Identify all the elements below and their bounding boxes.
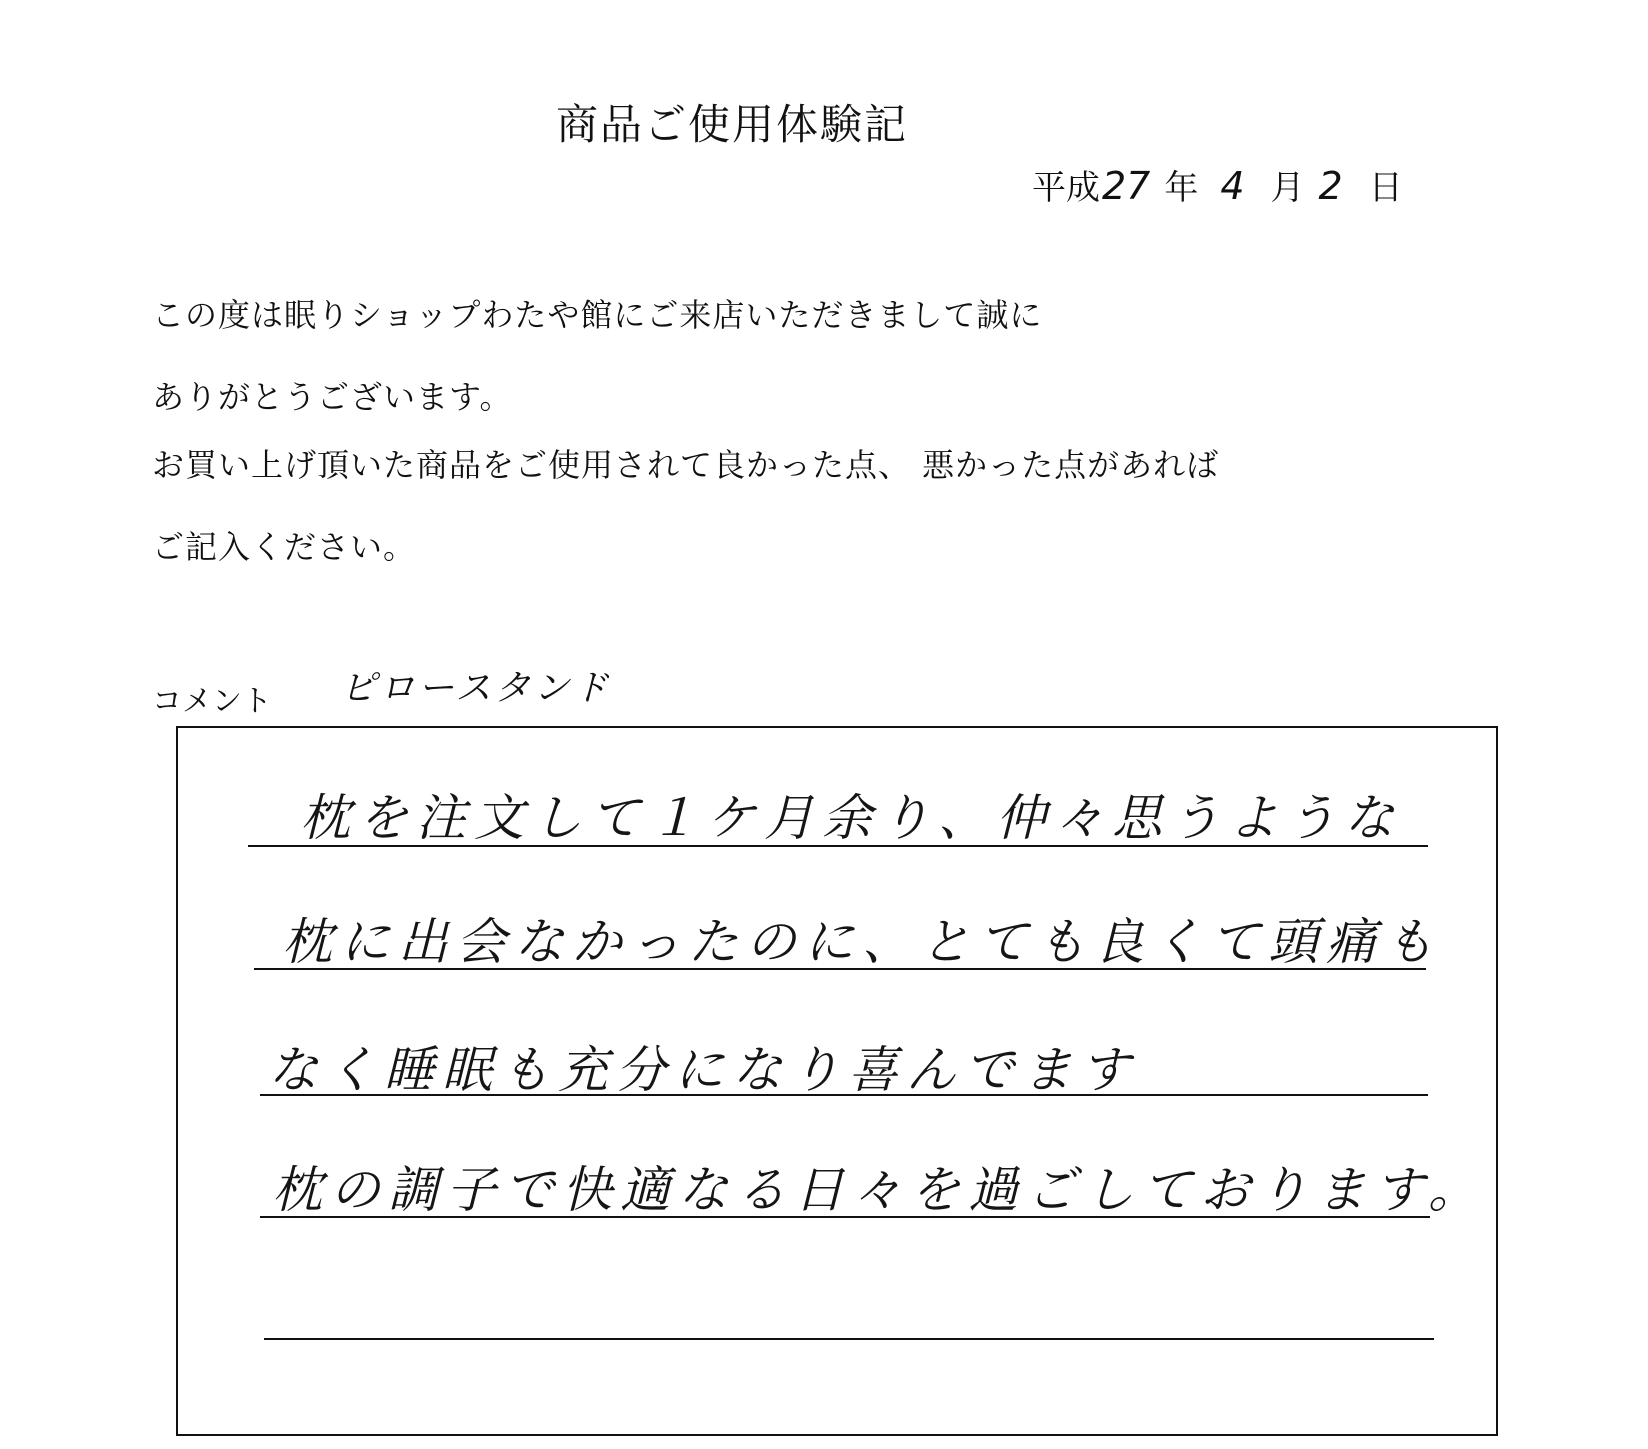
date-line xyxy=(1032,160,1417,209)
writing-rule-2 xyxy=(254,968,1426,970)
intro-line-2: ありがとうございます。 xyxy=(152,378,513,416)
intro-line-3: お買い上げ頂いた商品をご使用されて良かった点、 悪かった点があれば xyxy=(152,446,1220,484)
intro-line-4: ご記入ください。 xyxy=(152,528,417,566)
comment-line-3: なく睡眠も充分になり喜んでます xyxy=(268,1041,1138,1099)
writing-rule-5 xyxy=(264,1338,1434,1340)
comment-label: コメント xyxy=(152,684,272,719)
comment-line-1: 枕を注文して１ケ月余り、仲々思うような xyxy=(300,789,1402,847)
writing-rule-3 xyxy=(260,1094,1428,1096)
product-name: ピロースタンド xyxy=(340,668,612,709)
date-year: 27 xyxy=(1102,164,1151,208)
intro-line-1: この度は眠りショップわたや館にご来店いただきまして誠に xyxy=(152,296,1043,334)
comment-line-2: 枕に出会なかったのに、とても良くて頭痛も xyxy=(282,913,1442,971)
date-day: 2 xyxy=(1318,164,1343,208)
date-day-unit: 日 xyxy=(1368,168,1403,208)
writing-rule-1 xyxy=(248,845,1428,847)
page-title: 商品ご使用体験記 xyxy=(556,100,909,149)
date-year-unit: 年 xyxy=(1164,168,1199,208)
writing-rule-4 xyxy=(260,1216,1430,1218)
date-month: 4 xyxy=(1220,164,1245,208)
comment-line-4: 枕の調子で快適なる日々を過ごしております。 xyxy=(272,1161,1486,1219)
date-month-unit: 月 xyxy=(1270,168,1305,208)
date-era: 平成 xyxy=(1032,168,1100,208)
